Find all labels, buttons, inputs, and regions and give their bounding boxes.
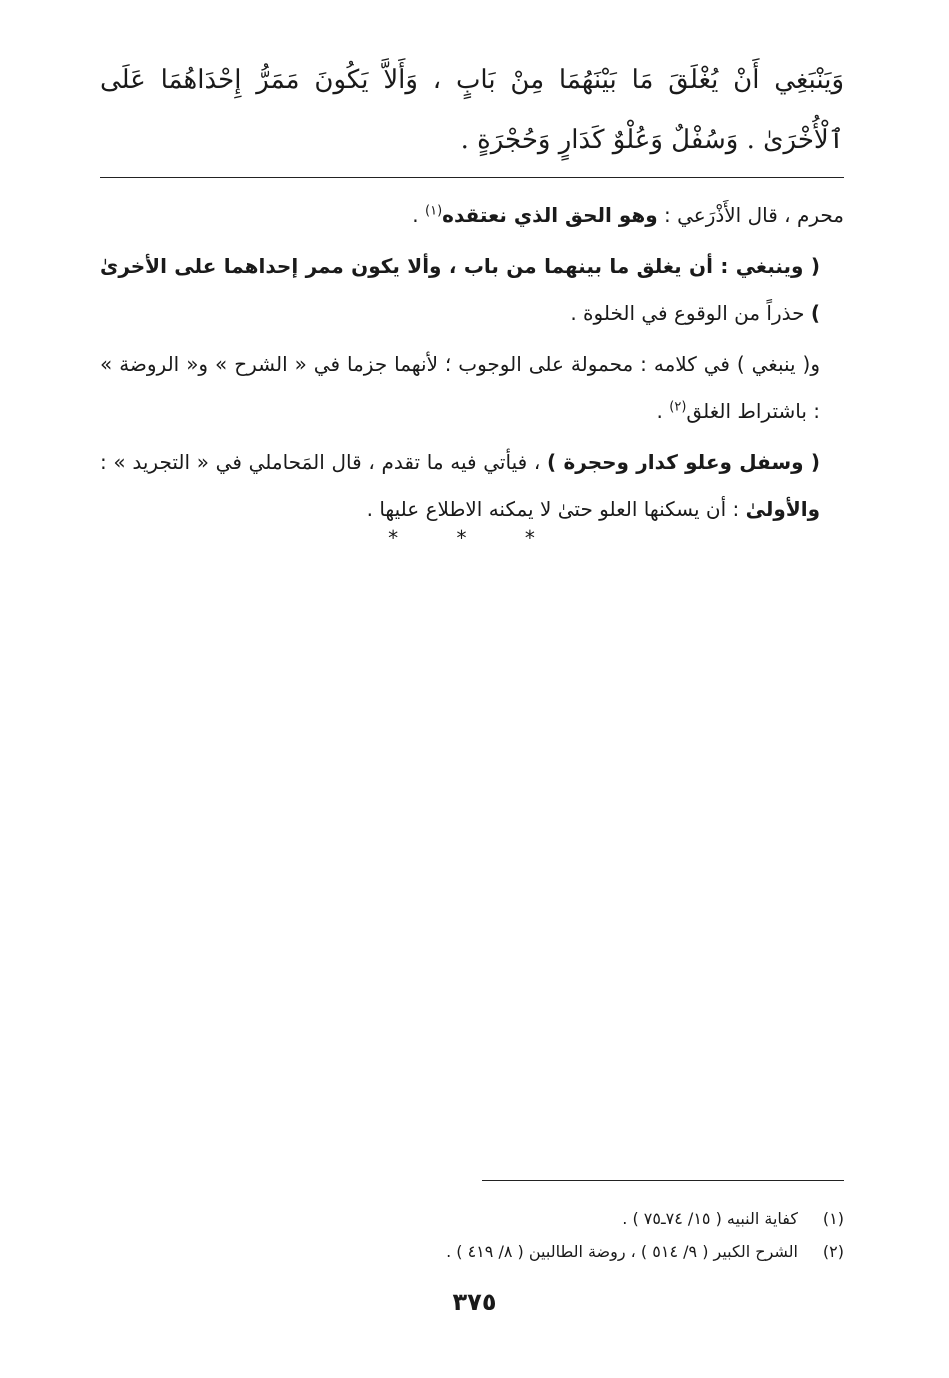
footnote-text: الشرح الكبير ( ٩/ ٥١٤ ) ، روضة الطالبين ( ٨/ ٤١٩ ) . bbox=[446, 1242, 798, 1261]
footnote-ref-1: (١) bbox=[425, 203, 443, 219]
sharh-paragraph-3 bbox=[100, 341, 844, 435]
p2-text: حذراً من الوقوع في الخلوة . bbox=[570, 301, 811, 325]
sharh-commentary bbox=[100, 192, 844, 537]
footnote-2 bbox=[100, 1235, 844, 1268]
section-separator-stars: * * * bbox=[388, 526, 561, 550]
p1-text-b: . bbox=[412, 203, 426, 227]
p4-bold-a: ( وسفل وعلو كدار وحجرة ) bbox=[547, 450, 820, 474]
footnote-ref-2: (٢) bbox=[669, 399, 687, 415]
p4-text-b: : أن يسكنها العلو حتىٰ لا يمكنه الاطلاع عليها . bbox=[366, 497, 746, 521]
footnotes bbox=[100, 1202, 844, 1268]
p4-text-a: ، فيأتي فيه ما تقدم ، قال المَحاملي في « التجريد » : bbox=[100, 450, 548, 474]
p1-text-a: محرم ، قال الأَذْرَعي : bbox=[657, 203, 844, 227]
matn-divider-line bbox=[100, 177, 844, 178]
sharh-paragraph-2 bbox=[100, 243, 844, 337]
p3-text-b: . bbox=[656, 399, 670, 423]
p2-bold: ( وينبغي : أن يغلق ما بينهما من باب ، وألا يكون ممر إحداهما على الأخرىٰ ) bbox=[100, 254, 820, 325]
matn-text: وَيَنْبَغِي أَنْ يُغْلَقَ مَا بَيْنَهُمَا مِنْ بَابٍ ، وَأَلاَّ يَكُونَ مَمَرُّ إِحْدَاهُمَا عَلَى ٱلْأُخْرَىٰ . وَسُفْلٌ وَعُلْوٌ كَدَارٍ وَحُجْرَةٍ . bbox=[100, 65, 844, 155]
footnote-text: كفاية النبيه ( ١٥/ ٧٤ـ٧٥ ) . bbox=[622, 1209, 798, 1228]
footnote-1 bbox=[100, 1202, 844, 1235]
sharh-paragraph-1 bbox=[100, 192, 844, 239]
page-number: ٣٧٥ bbox=[452, 1288, 497, 1316]
footnotes-divider-line bbox=[482, 1180, 844, 1181]
p4-bold-b: والأولىٰ bbox=[745, 497, 820, 521]
footnote-number: (٢) bbox=[822, 1242, 844, 1261]
sharh-paragraph-4 bbox=[100, 439, 844, 533]
p3-text: و( ينبغي ) في كلامه : محمولة على الوجوب ؛ لأنهما جزما في « الشرح » و« الروضة » : باشتراط الغلق bbox=[100, 352, 820, 423]
footnote-number: (١) bbox=[822, 1209, 844, 1228]
p1-bold: وهو الحق الذي نعتقده bbox=[442, 203, 658, 227]
